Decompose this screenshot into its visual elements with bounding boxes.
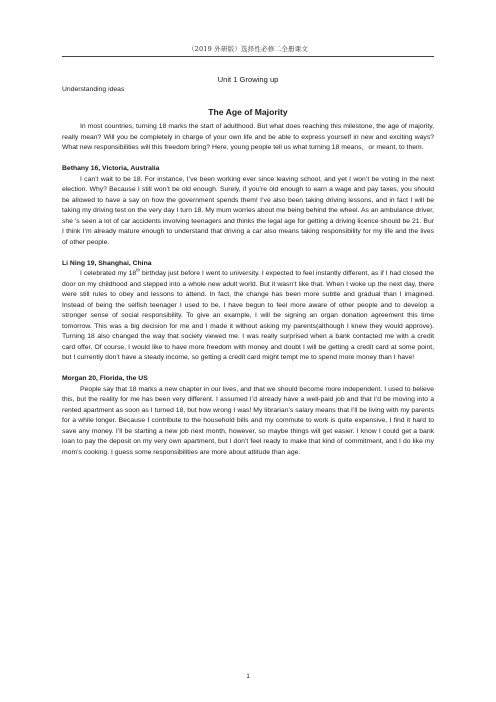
page-number: 1 xyxy=(246,673,250,680)
speaker-paragraph: People say that 18 marks a new chapter in our lives, and that we should become more independent. I used to believe this, but the reality for me has been very different. I assumed I’d already have a well-paid job and that I’d be moving into a rented apartment as soon as I turned 18, but how wrong I was! My librarian’s salary means that I’ll be living with my parents for a while longer. Because I contribute to the household bills and my commute to work is quite expensive, I find it hard to save any money. I’ll be starting a new job next month, however, so maybe things will get easier. I know I could get a bank loan to pay the deposit on my very own apartment, but I don’t feel ready to make that kind of commitment, and I do like my mom’s cooking. I guess some responsibilities are more about attitude than age. xyxy=(62,385,434,456)
speaker-text-start: I celebrated my 18 xyxy=(80,270,137,277)
intro-paragraph: In most countries, turning 18 marks the start of adulthood. But what does reaching this milestone, the age of majority, really mean? Will you be completely in charge of your own life and be able to express yourself in new and exciting ways? What new responsibilities will this freedom bring? Here, young people tell us what turning 18 means，or meant, to them. xyxy=(62,123,434,151)
speaker-text-rest: birthday just before I went to university. I expected to feel instantly different, as if I had closed the door on my childhood and stepped into a whole new adult world. But it wasn’t like that. When I woke up the next day, there were still rules to obey and lessons to attend. In fact, the change has been more subtle and gradual than I imagined. Instead of being the selfish teenager I used to be, I have begun to feel more aware of other people and to develop a stronger sense of social responsibility. To give an example, I will be signing an organ donation agreement this time tomorrow. This was a big decision for me and I made it without asking my parents(although I knew they would approve). Turning 18 also changed the way that society viewed me. I was really surprised when a bank contacted me with a credit card offer. Of course, I would like to have more freedom with money and doubt I will be getting a credit card at some point, but I currently don’t have a steady income, so getting a credit card might tempt me to spend more money than I have! xyxy=(62,270,434,361)
ordinal-suffix: th xyxy=(136,267,140,273)
speaker-name: Bethany 16, Victoria, Australia xyxy=(62,165,160,172)
running-header: （2019 外研版）选择性必修二全册课文 xyxy=(187,45,309,53)
page-content xyxy=(62,75,434,458)
section-label: Understanding ideas xyxy=(62,86,125,93)
unit-title: Unit 1 Growing up xyxy=(217,75,279,84)
speaker-name: Li Ning 19, Shanghai, China xyxy=(62,259,152,267)
header-divider xyxy=(62,56,434,57)
article-title: The Age of Majority xyxy=(208,107,288,117)
speaker-paragraph: I can’t wait to be 18. For instance, I’ve been working ever since leaving school, and yet I won’t be voting in the next election. Why? Because I still won’t be old enough. Surely, if you’re old enough to earn a wage and pay taxes, you should be allowed to have a say on how the government spends them! I’ve also been taking driving lessons, and in fact I will be taking my driving test on the very day I turn 18. My mum worries about me being behind the wheel. As an ambulance driver, she ’s seen a lot of car accidents involving teenagers and thinks the legal age for getting a driving licence should be 21. Bur I think I’m already mature enough to understand that driving a car also means taking responsibility for my life and the lives of other people. xyxy=(62,175,434,246)
speaker-paragraph xyxy=(62,269,434,364)
speaker-name: Morgan 20, Florida, the US xyxy=(62,375,148,382)
